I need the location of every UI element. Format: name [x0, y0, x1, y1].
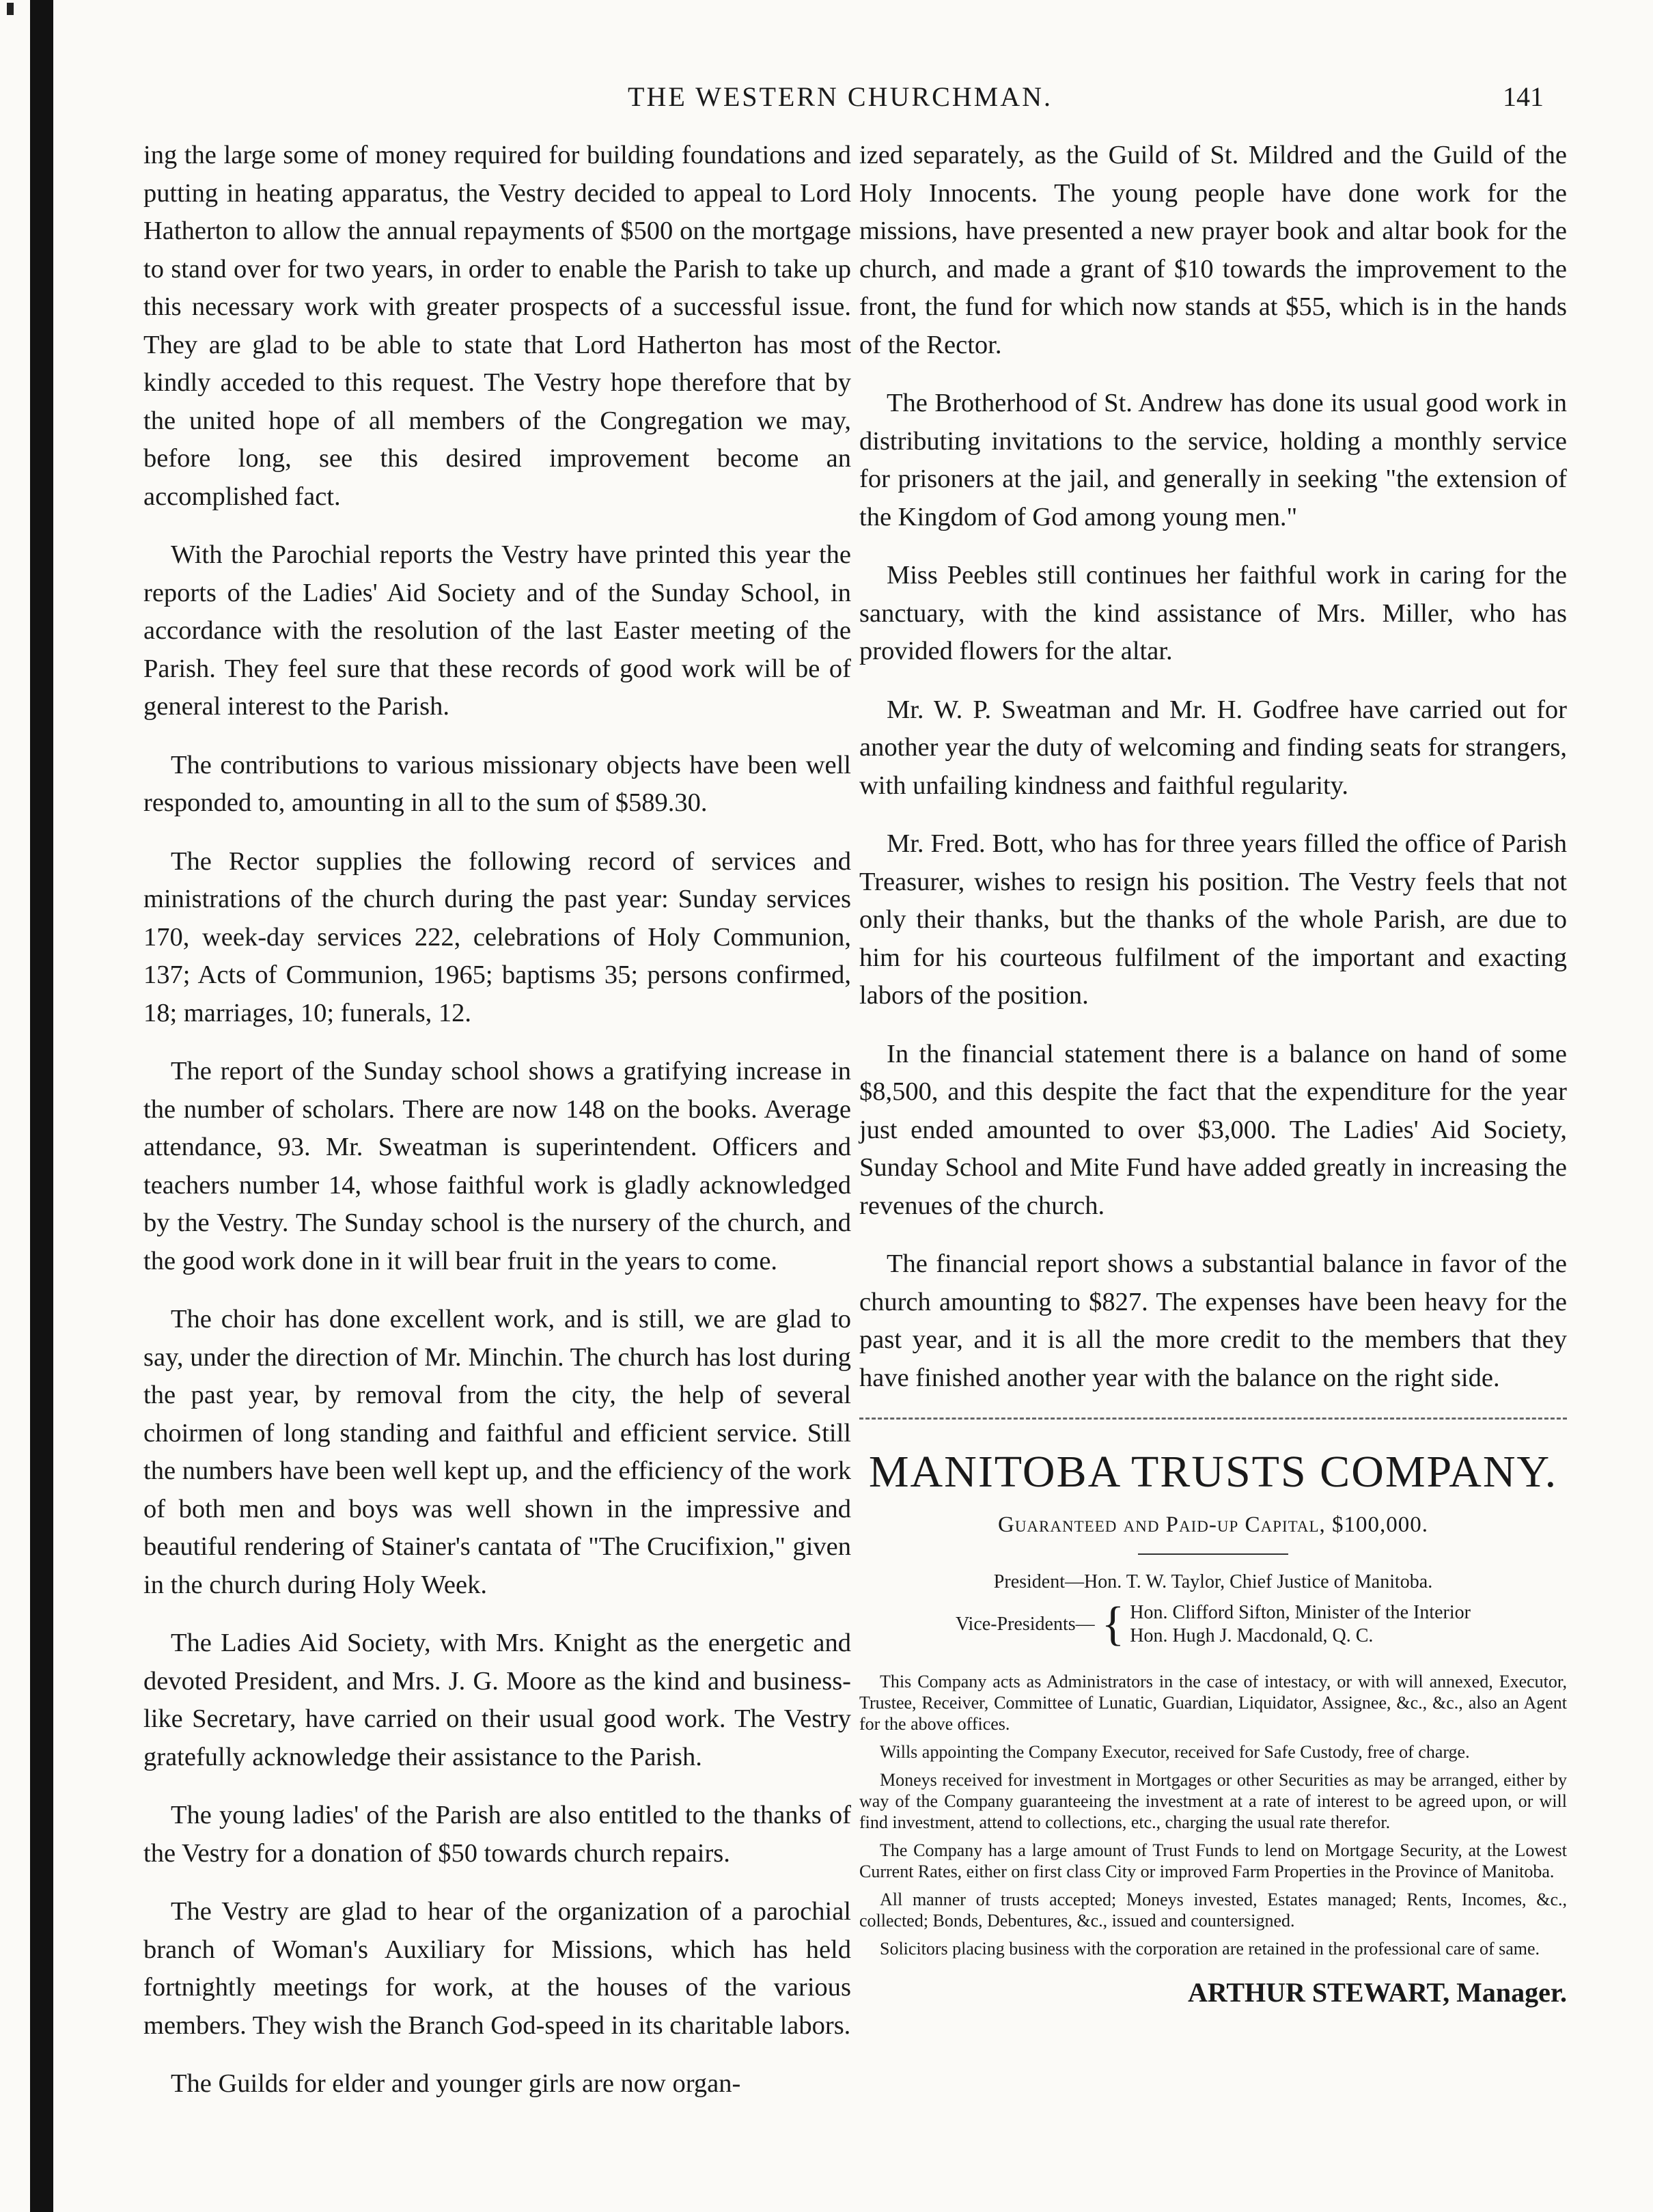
ad-manager: ARTHUR STEWART, Manager. — [1187, 1977, 1567, 2008]
page-binding-edge — [30, 0, 53, 2212]
right-paragraph-2: The Brotherhood of St. Andrew has done its usual good work in distributing invitations to the service, holding a monthly service for prisoners at the jail, and generally in seeking "the extension of the Kingdom of God among young men." — [859, 389, 1567, 531]
ad-vice-president-1: Hon. Clifford Sifton, Minister of the Interior — [1130, 1602, 1471, 1623]
page-number: 141 — [1503, 81, 1544, 112]
ad-body-paragraph-2: Wills appointing the Company Executor, received for Safe Custody, free of charge. — [880, 1742, 1470, 1762]
ad-body-paragraph-4: The Company has a large amount of Trust Funds to lend on Mortgage Security, at the Lowest Current Rates, either on first class City or improved Farm Properties in the Province of Manitoba. — [859, 1840, 1567, 1881]
ad-body — [859, 1671, 1567, 1959]
left-paragraph-3: The contributions to various missionary objects have been well responded to, amounting in all to the sum of $589.30. — [143, 750, 851, 817]
ad-vice-president-names — [1130, 1601, 1471, 1648]
left-paragraph-1: ing the large some of money required for building foundations and putting in heating apparatus, the Vestry decided to appeal to Lord Hatherton to allow the annual repayments of $500 on the mortgage to stand over for two years, in order to enable the Parish to take up this necessary work with greater prospects of a successful issue. They are glad to be able to state that Lord Hatherton has most kindly acceded to this request. The Vestry hope therefore that by the united hope of all members of the Congregation we may, before long, see this desired improvement become an accomplished fact. — [143, 141, 851, 511]
right-paragraph-4: Mr. W. P. Sweatman and Mr. H. Godfree have carried out for another year the duty of welcoming and finding seats for strangers, with unfailing kindness and faithful regularity. — [859, 695, 1567, 800]
right-paragraph-6: In the financial statement there is a balance on hand of some $8,500, and this despite the fact that the expenditure for the year just ended amounted to over $3,000. The Ladies' Aid Society, Sunday School and Mite Fund have added greatly in increasing the revenues of the church. — [859, 1039, 1567, 1220]
ad-body-paragraph-3: Moneys received for investment in Mortgages or other Securities as may be arranged, either by way of the Company guaranteeing the investment at a rate of interest to be agreed upon, or will find investment, attend to collections, etc., charging the usual rate therefor. — [859, 1770, 1567, 1832]
section-divider — [859, 1418, 1567, 1420]
ad-vice-president-2: Hon. Hugh J. Macdonald, Q. C. — [1130, 1625, 1374, 1646]
ad-capital: Guaranteed and Paid-up Capital, $100,000. — [997, 1512, 1428, 1537]
left-paragraph-10: The Guilds for elder and younger girls are now organ- — [171, 2069, 741, 2098]
left-paragraph-2: With the Parochial reports the Vestry have printed this year the reports of the Ladies' Aid Society and of the Sunday School, in accordance with the resolution of the last Easter meeting of the Parish. They feel sure that these records of good work will be of general interest to the Parish. — [143, 540, 851, 721]
running-title: THE WESTERN CHURCHMAN. — [628, 81, 1053, 112]
left-paragraph-4: The Rector supplies the following record of services and ministrations of the church during the past year: Sunday services 170, week-day services 222, celebrations of Holy Communion, 137; Acts of Communion, 1965; baptisms 35; persons confirmed, 18; marriages, 10; funerals, 12. — [143, 846, 851, 1027]
page-header — [137, 81, 1544, 128]
right-column — [859, 137, 1567, 2010]
left-paragraph-7: The Ladies Aid Society, with Mrs. Knight as the energetic and devoted President, and Mrs. J. G. Moore as the kind and business-like Secretary, have carried on their usual good work. The Vestry gratefully acknowledge their assistance to the Parish. — [143, 1629, 851, 1771]
right-paragraph-7: The financial report shows a substantial balance in favor of the church amounting to $827. The expenses have been heavy for the past year, and it is all the more credit to the members that they have finished another year with the balance on the right side. — [859, 1249, 1567, 1392]
right-paragraph-5: Mr. Fred. Bott, who has for three years filled the office of Parish Treasurer, wishes to resign his position. The Vestry feels that not only their thanks, but the thanks of the whole Parish, are due to him for his courteous fulfilment of the important and exacting labors of the position. — [859, 829, 1567, 1010]
right-paragraph-3: Miss Peebles still continues her faithful work in caring for the sanctuary, with the kind assistance of Mrs. Miller, who has provided flowers for the altar. — [859, 561, 1567, 665]
page-speck — [7, 3, 14, 15]
ad-body-paragraph-1: This Company acts as Administrators in the case of intestacy, or with will annexed, Executor, Trustee, Receiver, Committee of Lunatic, Guardian, Liquidator, Assignee, &c., &c., also an Agent for the above offices. — [859, 1672, 1567, 1734]
ad-vice-presidents — [859, 1598, 1567, 1650]
manitoba-trusts-advertisement — [859, 1446, 1567, 2010]
left-paragraph-6: The choir has done excellent work, and is still, we are glad to say, under the direction of Mr. Minchin. The church has lost during the past year, by removal from the city, the help of several choirmen of long standing and faithful and efficient service. Still the numbers have been well kept up, and the efficiency of the work of both men and boys was well shown in the impressive and beautiful rendering of Stainer's cantata of "The Crucifixion," given in the church during Holy Week. — [143, 1305, 851, 1599]
ad-body-paragraph-5: All manner of trusts accepted; Moneys invested, Estates managed; Rents, Incomes, &c., collected; Bonds, Debentures, &c., issued and countersigned. — [859, 1890, 1567, 1931]
ad-title: MANITOBA TRUSTS COMPANY. — [868, 1447, 1558, 1497]
left-column — [143, 137, 851, 2124]
left-paragraph-9: The Vestry are glad to hear of the organization of a parochial branch of Woman's Auxiliary for Missions, which has held fortnightly meetings for work, at the houses of the various members. They wish the Branch God-speed in its charitable labors. — [143, 1897, 851, 2040]
left-paragraph-5: The report of the Sunday school shows a gratifying increase in the number of scholars. There are now 148 on the books. Average attendance, 93. Mr. Sweatman is superintendent. Officers and teachers number 14, whose faithful work is gladly acknowledged by the Vestry. The Sunday school is the nursery of the church, and the good work done in it will bear fruit in the years to come. — [143, 1057, 851, 1275]
ad-vice-presidents-label: Vice-Presidents— — [956, 1614, 1095, 1635]
left-paragraph-8: The young ladies' of the Parish are also entitled to the thanks of the Vestry for a donation of $50 towards church repairs. — [143, 1801, 851, 1868]
brace-icon: { — [1101, 1598, 1125, 1650]
ad-capital-rule — [1138, 1553, 1288, 1555]
ad-president: President—Hon. T. W. Taylor, Chief Justice of Manitoba. — [993, 1571, 1433, 1592]
right-paragraph-1: ized separately, as the Guild of St. Mildred and the Guild of the Holy Innocents. The young people have done work for the missions, have presented a new prayer book and altar book for the church, and made a grant of $10 towards the improvement to the front, the fund for which now stands at $55, which is in the hands of the Rector. — [859, 141, 1567, 359]
ad-body-paragraph-6: Solicitors placing business with the corporation are retained in the professional care of same. — [880, 1939, 1540, 1959]
